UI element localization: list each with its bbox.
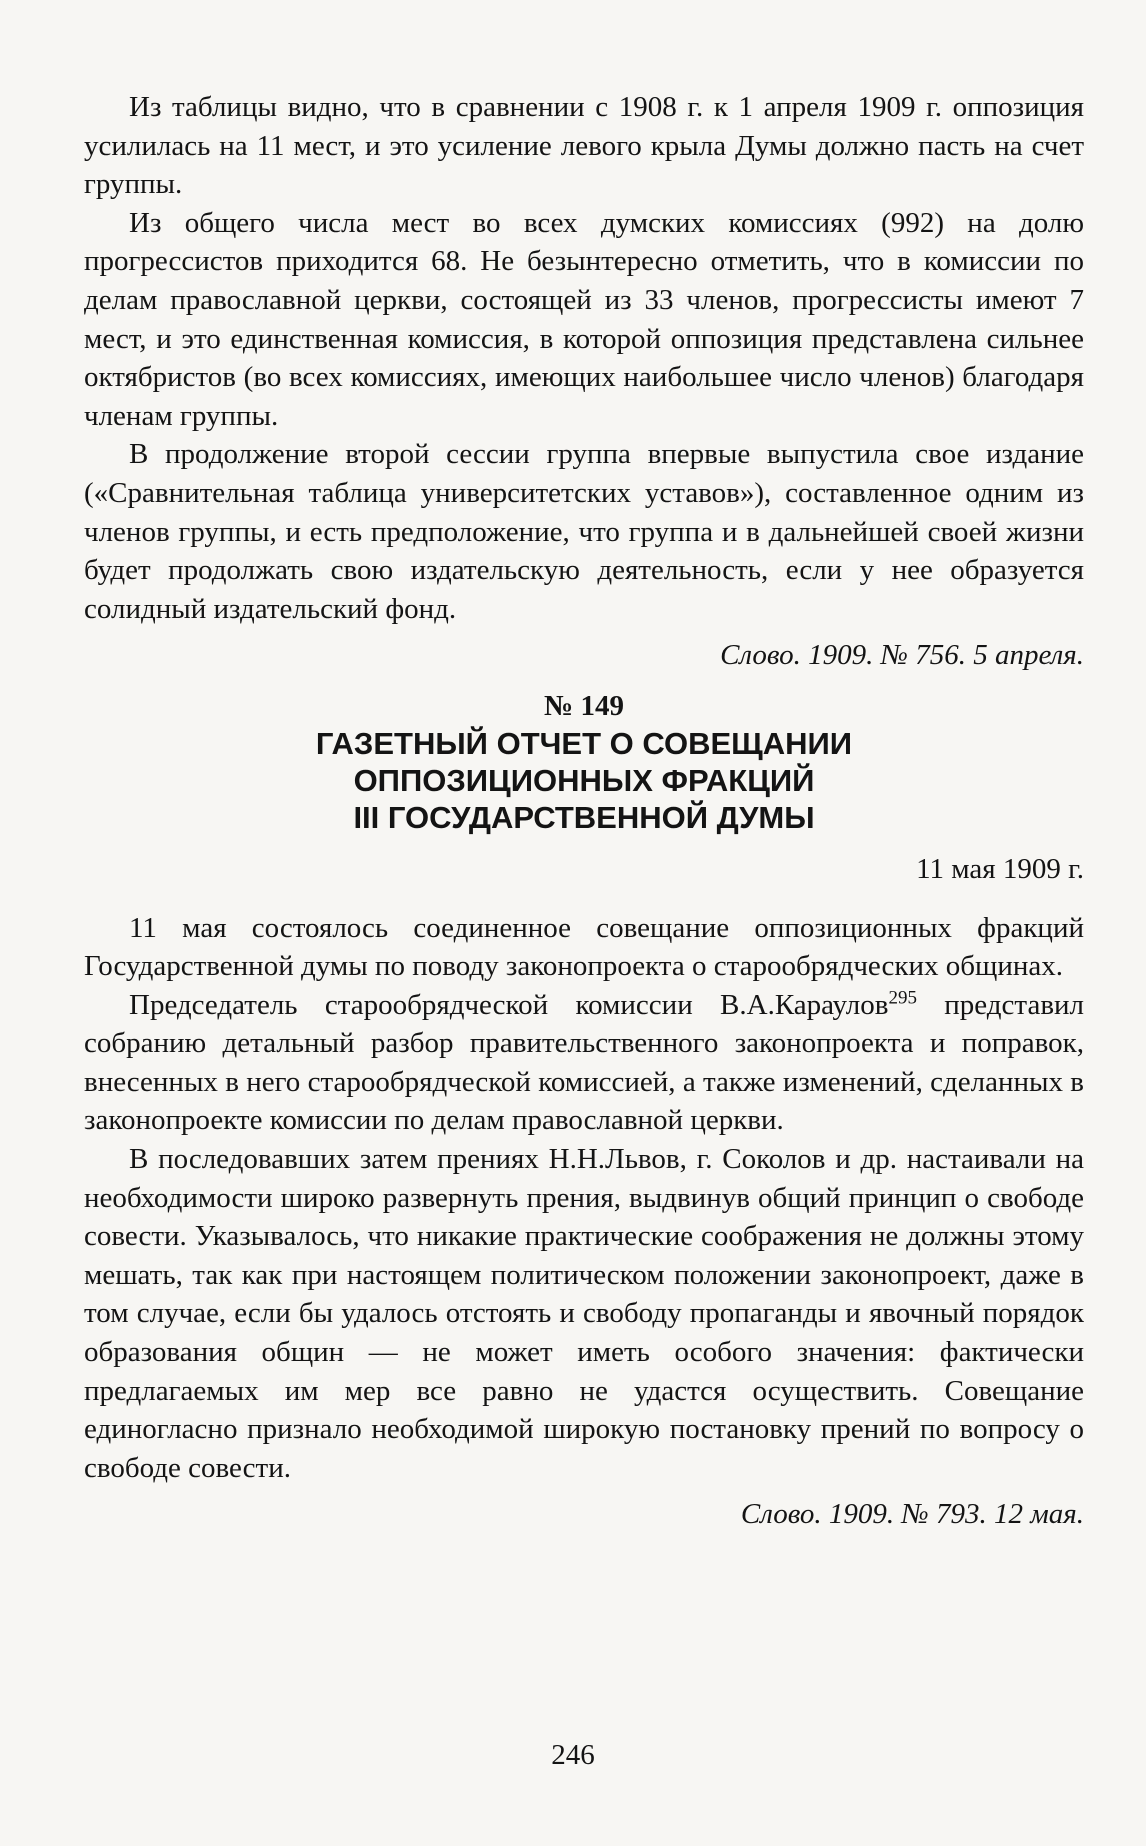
page-number: 246 (551, 1739, 595, 1771)
document-page (84, 88, 1084, 1544)
title-line-1: ГАЗЕТНЫЙ ОТЧЕТ О СОВЕЩАНИИ (315, 725, 853, 761)
paragraph-debate: В последовавших затем прениях Н.Н.Львов, г. Соколов и др. настаивали на необходимости широко развернуть прения, выдвинув общий принцип о свободе совести. Указывалось, что никакие практические соображения не должны этому мешать, так как при настоящем политическом положении законопроект, даже в том случае, если бы удалось отстоять и свободу пропаганды и явочный порядок образования общин — не может иметь особого значения: фактически предлагаемых им мер все равно не удастся осуществить. Совещание единогласно признало необходимой широкую постановку прений по вопросу о свободе совести. (84, 1143, 1084, 1484)
document-number: № 149 (544, 689, 624, 722)
paragraph-chairman (84, 986, 1084, 1140)
paragraph-table-conclusion: Из таблицы видно, что в сравнении с 1908 г. к 1 апреля 1909 г. оппозиция усилилась на 11 мест, и это усиление левого крыла Думы должно пасть на счет группы. (84, 91, 1084, 201)
source-citation-1: Слово. 1909. № 756. 5 апреля. (720, 639, 1084, 672)
chairman-text-start: Председатель старообрядческой комиссии В.А.Караулов (129, 988, 889, 1021)
document-title (84, 725, 1084, 836)
paragraph-publication: В продолжение второй сессии группа впервые выпустила свое издание («Сравнительная таблица университетских уставов»), составленное одним из членов группы, и есть предположение, что группа и в дальнейшей своей жизни будет продолжать свою издательскую деятельность, если у нее образуется солидный издательский фонд. (84, 438, 1084, 625)
footnote-ref: 295 (888, 987, 917, 1009)
chairman-text-end: представил собранию детальный разбор правительственного законопроекта и поправок, внесенных в него старообрядческой комиссией, а также изменений, сделанных в законопроекте комиссии по делам православной церкви. (84, 988, 1085, 1137)
paragraph-meeting: 11 мая состоялось соединенное совещание оппозиционных фракций Государственной думы по поводу законопроекта о старообрядческих общинах. (84, 911, 1084, 983)
source-citation-2: Слово. 1909. № 793. 12 мая. (740, 1498, 1084, 1531)
title-line-3: III ГОСУДАРСТВЕННОЙ ДУМЫ (353, 799, 815, 835)
document-date: 11 мая 1909 г. (916, 852, 1084, 885)
paragraph-commissions: Из общего числа мест во всех думских комиссиях (992) на долю прогрессистов приходится 68. Не безынтересно отметить, что в комиссии по делам православной церкви, состоящей из 33 членов, прогрессисты имеют 7 мест, и это единственная комиссия, в которой оппозиция представлена сильнее октябристов (во всех комиссиях, имеющих наибольшее число членов) благодаря членам группы. (84, 206, 1084, 432)
title-line-2: ОППОЗИЦИОННЫХ ФРАКЦИЙ (353, 762, 815, 798)
